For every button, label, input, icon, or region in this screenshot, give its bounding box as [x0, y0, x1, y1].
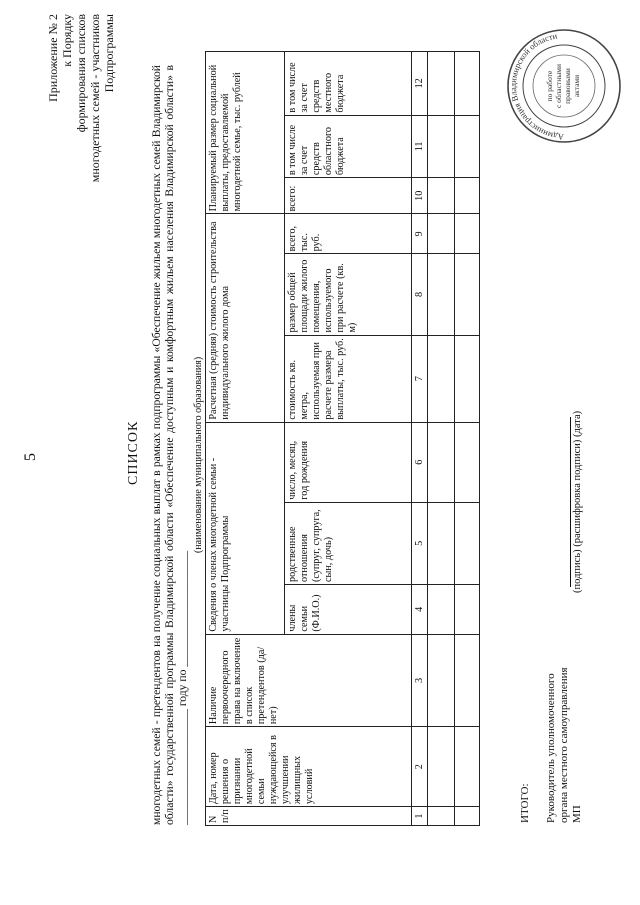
header-cell: Планируемый размер социальной выплаты, предоставляемой многодетной семье, тыс. рублей — [206, 52, 285, 214]
column-number: 3 — [412, 634, 428, 727]
appendix-line: к Порядку — [60, 14, 74, 67]
table-cell — [455, 214, 480, 254]
signature-line — [570, 417, 571, 587]
families-table — [205, 51, 480, 826]
header-cell: в том числе за счет средств областного бюджета — [285, 115, 412, 178]
document-intro: многодетных семей - претендентов на получение социальных выплат в рамках подпрограммы «Обеспечение жильем многодетных семей Владимирской области» государственной программы Владимирской области «Обеспечение доступным и комфортным жильем населения Владимирской области» в ____________________ году по ____________________ — [150, 65, 189, 825]
table-cell — [455, 634, 480, 727]
header-cell: родственные отношения (супруг, супруга, сын, дочь) — [285, 502, 412, 584]
header-cell: всего: — [285, 178, 412, 214]
signature-caption: (подпись) (расшифровка подписи) (дата) — [572, 410, 583, 593]
header-cell: члены семьи (Ф.И.О.) — [285, 585, 412, 635]
document-title: СПИСОК — [126, 420, 141, 485]
table-cell — [428, 214, 455, 254]
signature-title-line: Руководитель уполномоченного — [545, 673, 557, 823]
municipality-caption: (наименование муниципального образования) — [193, 356, 204, 553]
column-number: 7 — [412, 335, 428, 422]
table-cell — [428, 422, 455, 502]
table-cell — [428, 585, 455, 635]
column-number: 8 — [412, 254, 428, 335]
column-number: 2 — [412, 727, 428, 807]
table-cell — [428, 115, 455, 178]
appendix-line: Подпрограммы — [102, 14, 116, 93]
page-number: 5 — [22, 453, 39, 461]
column-number: 11 — [412, 115, 428, 178]
stamp-outer-text: Администрация Владимирской области — [507, 30, 565, 143]
table-cell — [455, 807, 480, 826]
header-cell: число, месяц, год рождения — [285, 422, 412, 502]
header-cell: в том числе за счет средств местного бюджета — [285, 52, 412, 116]
signature-title-line: органа местного самоуправления — [558, 667, 570, 823]
appendix-line: формирования списков — [74, 14, 88, 133]
header-cell: стоимость кв. метра, используемая при расчете размера выплаты, тыс. руб. — [285, 335, 412, 422]
stamp-inner-text: с областными — [554, 63, 563, 109]
column-number: 6 — [412, 422, 428, 502]
stamp-inner-text: актами — [572, 74, 581, 98]
table-cell — [455, 335, 480, 422]
seal-placeholder: МП — [571, 805, 583, 823]
header-cell: Дата, номер решения о признании многодетной семьи нуждающейся в улучшении жилищных условий — [206, 727, 412, 807]
header-cell: Наличие первоочередного права на включение в список претендентов (да/ нет) — [206, 634, 412, 727]
stamp-inner-text: правовыми — [563, 68, 572, 104]
table-cell — [455, 52, 480, 116]
column-number: 4 — [412, 585, 428, 635]
column-number: 12 — [412, 52, 428, 116]
table-cell — [428, 52, 455, 116]
table-cell — [428, 634, 455, 727]
column-number: 5 — [412, 502, 428, 584]
header-cell: Расчетная (средняя) стоимость строительства индивидуального жилого дома — [206, 214, 285, 422]
table-cell — [455, 115, 480, 178]
table-cell — [428, 335, 455, 422]
column-number-row — [412, 52, 428, 826]
table-cell — [455, 585, 480, 635]
appendix-line: Приложение № 2 — [46, 14, 60, 102]
table-cell — [428, 254, 455, 335]
column-number: 10 — [412, 178, 428, 214]
table-row — [428, 52, 455, 826]
table-cell — [455, 254, 480, 335]
appendix-reference — [46, 14, 116, 182]
table-cell — [455, 422, 480, 502]
totals-label: ИТОГО: — [519, 783, 531, 823]
column-number: 9 — [412, 214, 428, 254]
header-cell: N п/п — [206, 807, 412, 826]
table-cell — [455, 178, 480, 214]
table-cell — [428, 807, 455, 826]
official-stamp — [505, 27, 623, 145]
header-cell: всего, тыс. руб. — [285, 214, 412, 254]
table-cell — [455, 727, 480, 807]
table-cell — [428, 502, 455, 584]
table-row — [455, 52, 480, 826]
table-cell — [428, 727, 455, 807]
header-cell: размер общей площади жилого помещения, используемого при расчете (кв. м) — [285, 254, 412, 335]
column-number: 1 — [412, 807, 428, 826]
table-cell — [428, 178, 455, 214]
header-cell: Сведения о членах многодетной семьи - участницы Подпрограммы — [206, 422, 285, 634]
signature-block — [545, 667, 584, 823]
appendix-line: многодетных семей - участников — [88, 14, 102, 183]
table-cell — [455, 502, 480, 584]
stamp-inner-text: по работе — [545, 70, 554, 102]
table-header-row — [206, 52, 285, 826]
